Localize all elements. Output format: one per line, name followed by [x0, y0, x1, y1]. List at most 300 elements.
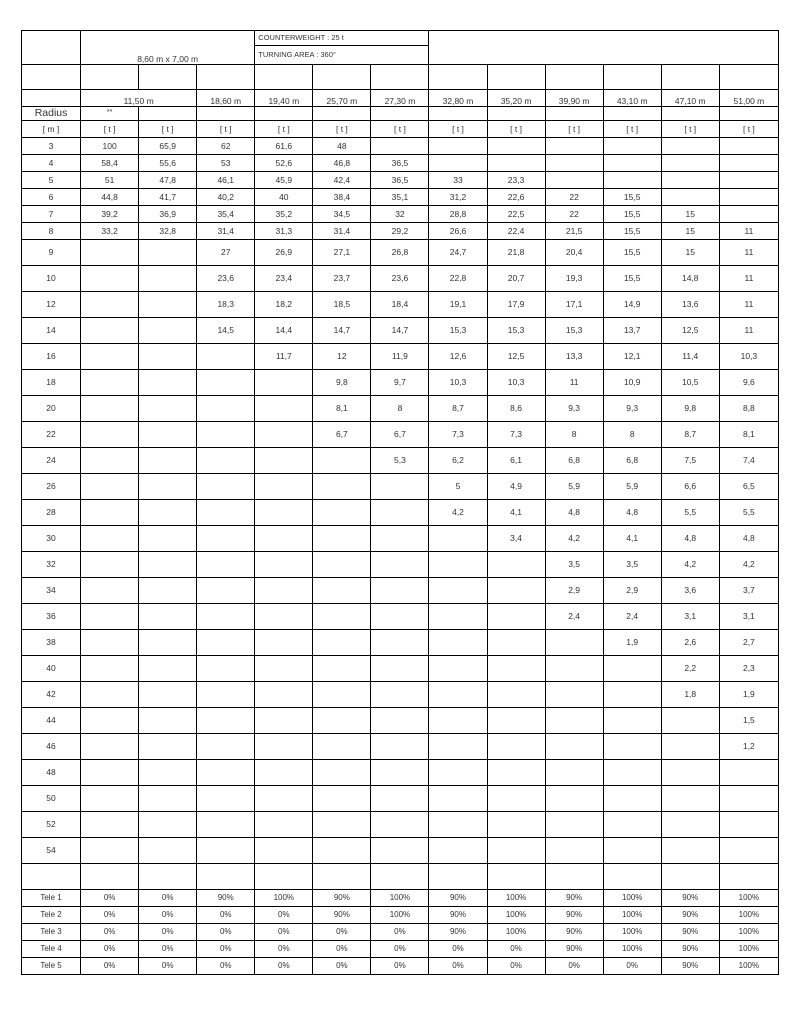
load-value	[197, 812, 255, 838]
tele-value: 100%	[255, 890, 313, 907]
load-value	[429, 578, 487, 604]
load-value	[81, 630, 139, 656]
tele-value: 0%	[139, 907, 197, 924]
load-value: 52,6	[255, 155, 313, 172]
load-value	[661, 138, 719, 155]
load-value: 48	[313, 138, 371, 155]
load-value: 62	[197, 138, 255, 155]
tele-value: 0%	[545, 958, 603, 975]
load-value	[603, 734, 661, 760]
load-value	[487, 708, 545, 734]
tele-value: 100%	[371, 907, 429, 924]
load-value	[603, 155, 661, 172]
load-value: 3,1	[719, 604, 778, 630]
tele-value: 90%	[545, 890, 603, 907]
load-value: 45,9	[255, 172, 313, 189]
load-value: 3,5	[545, 552, 603, 578]
load-value: 1,9	[603, 630, 661, 656]
load-value: 22	[545, 206, 603, 223]
tele-value: 0%	[139, 941, 197, 958]
load-value: 31,3	[255, 223, 313, 240]
load-value	[81, 526, 139, 552]
tele-value: 100%	[719, 907, 778, 924]
load-value: 23,4	[255, 266, 313, 292]
load-value	[487, 656, 545, 682]
config-cell	[81, 31, 255, 65]
table-row	[22, 155, 779, 172]
tele-value: 100%	[487, 890, 545, 907]
load-value	[603, 812, 661, 838]
load-value: 46,1	[197, 172, 255, 189]
load-value: 14,7	[371, 318, 429, 344]
load-value: 4,8	[603, 500, 661, 526]
load-unit: [ t ]	[197, 121, 255, 138]
radius-value: 16	[22, 344, 81, 370]
load-value: 9,7	[371, 370, 429, 396]
load-value	[81, 318, 139, 344]
load-value: 6,8	[545, 448, 603, 474]
load-value	[81, 578, 139, 604]
load-value	[255, 422, 313, 448]
boom-length: 35,20 m	[487, 90, 545, 107]
blank-cell	[719, 65, 778, 90]
load-value	[313, 682, 371, 708]
load-value	[197, 448, 255, 474]
load-value: 6,6	[661, 474, 719, 500]
load-value	[429, 682, 487, 708]
load-value	[545, 760, 603, 786]
load-unit: [ t ]	[255, 121, 313, 138]
boom-length: 39,90 m	[545, 90, 603, 107]
load-value	[545, 682, 603, 708]
load-value	[313, 552, 371, 578]
table-row	[22, 734, 779, 760]
load-value	[661, 734, 719, 760]
tele-value: 90%	[661, 941, 719, 958]
radius-value: 46	[22, 734, 81, 760]
blank-cell	[255, 65, 313, 90]
tele-value: 0%	[371, 924, 429, 941]
load-value	[139, 760, 197, 786]
load-value	[487, 578, 545, 604]
load-value	[197, 370, 255, 396]
load-value: 11,4	[661, 344, 719, 370]
load-value: 20,7	[487, 266, 545, 292]
load-value	[603, 838, 661, 864]
load-value	[661, 838, 719, 864]
blank-cell	[197, 107, 255, 121]
load-value: 11	[719, 223, 778, 240]
load-value: 14,7	[313, 318, 371, 344]
load-value	[313, 630, 371, 656]
load-value: 8,6	[487, 396, 545, 422]
load-value	[197, 396, 255, 422]
tele-value: 0%	[139, 958, 197, 975]
blank-cell	[81, 65, 139, 90]
load-value	[371, 760, 429, 786]
load-value	[197, 838, 255, 864]
blank-cell	[429, 65, 487, 90]
load-value: 34,5	[313, 206, 371, 223]
table-row	[22, 172, 779, 189]
radius-value: 44	[22, 708, 81, 734]
radius-value: 12	[22, 292, 81, 318]
load-value	[429, 604, 487, 630]
table-row	[22, 448, 779, 474]
load-value	[313, 708, 371, 734]
tele-value: 100%	[603, 907, 661, 924]
load-value: 12,5	[487, 344, 545, 370]
load-value: 55,6	[139, 155, 197, 172]
load-value: 9,6	[719, 370, 778, 396]
load-value	[603, 708, 661, 734]
counterweight-cell	[255, 31, 429, 46]
radius-value: 48	[22, 760, 81, 786]
radius-value: 50	[22, 786, 81, 812]
radius-value: 22	[22, 422, 81, 448]
stars-cell	[81, 107, 139, 121]
load-value	[197, 526, 255, 552]
load-value	[139, 422, 197, 448]
blank-cell	[313, 107, 371, 121]
radius-value: 6	[22, 189, 81, 206]
load-value	[313, 734, 371, 760]
load-unit: [ t ]	[429, 121, 487, 138]
tele-value: 0%	[487, 958, 545, 975]
table-row	[22, 812, 779, 838]
load-value: 6,8	[603, 448, 661, 474]
table-row	[22, 266, 779, 292]
load-value	[81, 292, 139, 318]
tele-value: 90%	[545, 924, 603, 941]
load-value: 46,8	[313, 155, 371, 172]
load-value	[255, 552, 313, 578]
radius-value: 28	[22, 500, 81, 526]
table-row	[22, 344, 779, 370]
load-value: 3,4	[487, 526, 545, 552]
blank-cell	[22, 864, 81, 890]
load-value	[255, 786, 313, 812]
boom-length: 11,50 m	[81, 90, 197, 107]
load-value	[81, 240, 139, 266]
load-value: 41,7	[139, 189, 197, 206]
load-value: 18,5	[313, 292, 371, 318]
load-value	[603, 760, 661, 786]
load-value: 1,9	[719, 682, 778, 708]
load-unit: [ t ]	[313, 121, 371, 138]
load-value: 26,9	[255, 240, 313, 266]
load-value: 5,9	[545, 474, 603, 500]
spacer-row	[22, 864, 779, 890]
load-value	[313, 578, 371, 604]
load-value: 14,4	[255, 318, 313, 344]
blank-cell	[197, 65, 255, 90]
load-value: 26,6	[429, 223, 487, 240]
load-value: 11	[719, 266, 778, 292]
load-value: 31,4	[313, 223, 371, 240]
load-value: 21,5	[545, 223, 603, 240]
load-value: 9,3	[603, 396, 661, 422]
blank-cell	[255, 864, 313, 890]
load-value	[429, 526, 487, 552]
load-value	[371, 526, 429, 552]
boom-length: 43,10 m	[603, 90, 661, 107]
load-value: 4,8	[545, 500, 603, 526]
load-value	[81, 266, 139, 292]
tele-value: 90%	[429, 924, 487, 941]
load-value	[487, 155, 545, 172]
load-value	[719, 812, 778, 838]
load-value: 15,5	[603, 266, 661, 292]
load-value	[371, 838, 429, 864]
load-value: 4,8	[661, 526, 719, 552]
tele-value: 0%	[255, 907, 313, 924]
load-value: 40	[255, 189, 313, 206]
blank-cell	[139, 864, 197, 890]
load-value: 5,3	[371, 448, 429, 474]
radius-value: 4	[22, 155, 81, 172]
load-value	[487, 138, 545, 155]
load-value	[139, 578, 197, 604]
load-value	[81, 812, 139, 838]
load-value: 8,7	[661, 422, 719, 448]
load-value: 44,8	[81, 189, 139, 206]
load-value: 3,7	[719, 578, 778, 604]
load-value: 27	[197, 240, 255, 266]
load-value	[197, 578, 255, 604]
load-value: 19,1	[429, 292, 487, 318]
load-value: 11	[719, 240, 778, 266]
table-row	[22, 526, 779, 552]
load-value	[255, 630, 313, 656]
load-value: 36,5	[371, 155, 429, 172]
tele-label: Tele 3	[22, 924, 81, 941]
load-value	[255, 500, 313, 526]
load-value	[139, 682, 197, 708]
boom-length: 47,10 m	[661, 90, 719, 107]
tele-value: 0%	[255, 924, 313, 941]
load-value	[545, 172, 603, 189]
load-value: 9,8	[313, 370, 371, 396]
tele-value: 100%	[603, 924, 661, 941]
radius-value: 3	[22, 138, 81, 155]
load-value: 100	[81, 138, 139, 155]
boom-length: 32,80 m	[429, 90, 487, 107]
load-value	[313, 604, 371, 630]
load-value: 17,1	[545, 292, 603, 318]
radius-unit: [ m ]	[22, 121, 81, 138]
load-value	[545, 630, 603, 656]
load-value	[139, 656, 197, 682]
load-value	[81, 734, 139, 760]
load-value: 23,6	[371, 266, 429, 292]
load-value: 22,5	[487, 206, 545, 223]
load-value	[139, 708, 197, 734]
turning-area-cell	[255, 46, 429, 65]
load-value	[603, 138, 661, 155]
load-value	[81, 448, 139, 474]
load-value	[81, 760, 139, 786]
load-value: 6,7	[313, 422, 371, 448]
load-value	[487, 812, 545, 838]
load-value: 26,8	[371, 240, 429, 266]
tele-value: 0%	[371, 941, 429, 958]
load-value	[429, 656, 487, 682]
tele-value: 0%	[313, 941, 371, 958]
load-value: 1,8	[661, 682, 719, 708]
load-unit: [ t ]	[487, 121, 545, 138]
tele-value: 0%	[197, 958, 255, 975]
blank-cell	[81, 864, 139, 890]
load-value: 7,3	[487, 422, 545, 448]
boom-length: 18,60 m	[197, 90, 255, 107]
boom-length: 25,70 m	[313, 90, 371, 107]
load-value	[255, 474, 313, 500]
load-value	[197, 656, 255, 682]
load-value: 15	[661, 240, 719, 266]
load-value	[603, 172, 661, 189]
load-value: 42,4	[313, 172, 371, 189]
load-value	[719, 760, 778, 786]
load-value: 2,4	[545, 604, 603, 630]
tele-value: 100%	[719, 958, 778, 975]
load-value	[371, 734, 429, 760]
radius-value: 52	[22, 812, 81, 838]
load-value	[255, 578, 313, 604]
load-value: 6,7	[371, 422, 429, 448]
load-value	[139, 812, 197, 838]
load-value	[81, 682, 139, 708]
load-unit: [ t ]	[719, 121, 778, 138]
load-value: 35,4	[197, 206, 255, 223]
load-value	[313, 812, 371, 838]
load-chart-table	[21, 30, 779, 975]
tele-value: 90%	[313, 890, 371, 907]
load-value: 65,9	[139, 138, 197, 155]
tele-value: 0%	[429, 958, 487, 975]
load-value: 2,6	[661, 630, 719, 656]
load-value	[197, 786, 255, 812]
radius-value: 14	[22, 318, 81, 344]
tele-label: Tele 1	[22, 890, 81, 907]
load-value: 15	[661, 223, 719, 240]
load-value: 18,3	[197, 292, 255, 318]
blank-cell	[139, 65, 197, 90]
blank-cell	[371, 65, 429, 90]
tele-value: 0%	[603, 958, 661, 975]
load-value: 22,6	[487, 189, 545, 206]
load-value: 10,5	[661, 370, 719, 396]
load-value: 51	[81, 172, 139, 189]
load-value	[719, 189, 778, 206]
tele-label: Tele 4	[22, 941, 81, 958]
load-value: 32	[371, 206, 429, 223]
load-value: 15,5	[603, 240, 661, 266]
load-value	[545, 656, 603, 682]
load-value	[81, 370, 139, 396]
load-value: 8,7	[429, 396, 487, 422]
load-value	[719, 138, 778, 155]
load-value: 4,1	[603, 526, 661, 552]
load-value: 11	[719, 292, 778, 318]
load-value	[139, 396, 197, 422]
load-value	[371, 786, 429, 812]
load-unit: [ t ]	[81, 121, 139, 138]
load-value	[139, 292, 197, 318]
tele-label: Tele 5	[22, 958, 81, 975]
load-value	[81, 422, 139, 448]
tele-value: 100%	[487, 924, 545, 941]
load-value: 39,2	[81, 206, 139, 223]
load-value	[139, 630, 197, 656]
table-row	[22, 708, 779, 734]
blank-cell	[487, 65, 545, 90]
load-value	[719, 838, 778, 864]
table-row	[22, 396, 779, 422]
load-value	[313, 500, 371, 526]
tele-value: 0%	[139, 924, 197, 941]
tele-value: 0%	[371, 958, 429, 975]
load-value	[661, 172, 719, 189]
tele-row	[22, 924, 779, 941]
load-value	[139, 604, 197, 630]
radius-value: 40	[22, 656, 81, 682]
tele-value: 0%	[81, 890, 139, 907]
tele-value: 100%	[603, 890, 661, 907]
load-value: 35,2	[255, 206, 313, 223]
table-row	[22, 138, 779, 155]
load-value: 3,6	[661, 578, 719, 604]
load-value	[487, 734, 545, 760]
blank-cell	[22, 65, 81, 90]
load-value: 4,1	[487, 500, 545, 526]
load-value: 21,8	[487, 240, 545, 266]
load-value	[545, 708, 603, 734]
blank-cell	[313, 65, 371, 90]
load-value: 6,5	[719, 474, 778, 500]
load-value	[429, 138, 487, 155]
load-value: 33,2	[81, 223, 139, 240]
tele-value: 90%	[661, 924, 719, 941]
load-unit: [ t ]	[371, 121, 429, 138]
radius-value: 30	[22, 526, 81, 552]
boom-length: 51,00 m	[719, 90, 778, 107]
turning-area-text: TURNING AREA : 360°	[258, 50, 336, 60]
radius-value: 38	[22, 630, 81, 656]
load-value	[313, 474, 371, 500]
load-value: 5,5	[719, 500, 778, 526]
load-chart-body	[22, 31, 779, 975]
load-value	[429, 734, 487, 760]
load-value: 22	[545, 189, 603, 206]
radius-value: 54	[22, 838, 81, 864]
tele-value: 100%	[371, 890, 429, 907]
load-value: 11	[545, 370, 603, 396]
boom-length: 19,40 m	[255, 90, 313, 107]
load-value: 15,3	[429, 318, 487, 344]
load-value: 1,2	[719, 734, 778, 760]
load-value: 4,2	[545, 526, 603, 552]
table-row	[22, 474, 779, 500]
load-value	[661, 155, 719, 172]
tele-value: 0%	[139, 890, 197, 907]
load-value	[313, 760, 371, 786]
tele-value: 90%	[661, 907, 719, 924]
load-value	[139, 448, 197, 474]
tele-value: 0%	[313, 924, 371, 941]
load-value	[255, 812, 313, 838]
tele-value: 100%	[487, 907, 545, 924]
